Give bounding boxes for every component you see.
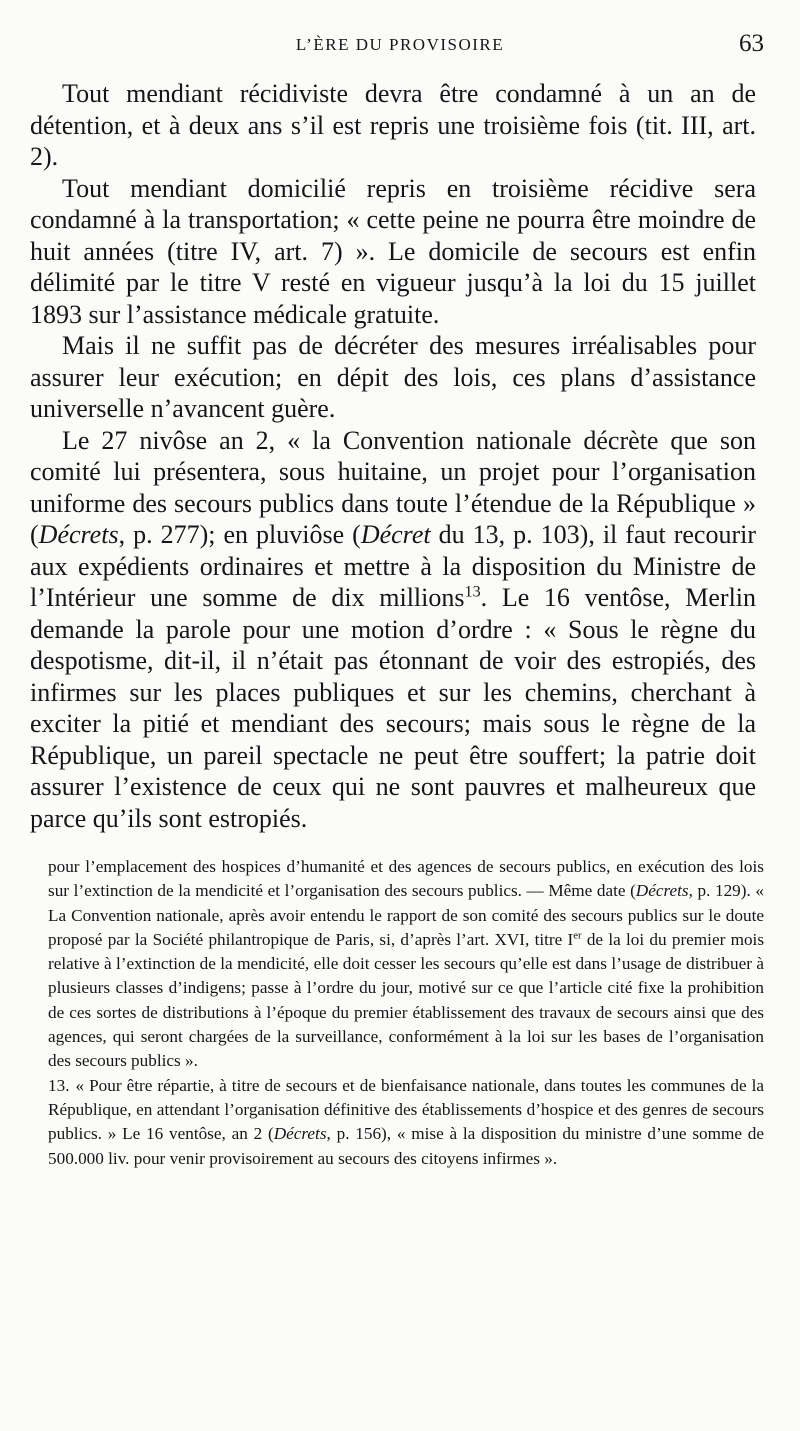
citation-decrets: Décrets: [38, 520, 119, 549]
paragraph-4-text: Le 27 nivôse an 2, « la Convention nationale décrète que son comité lui présentera, sous huitaine, un projet pour l’organisation uniforme des secours publics dans toute l’étendue de la République » (: [30, 425, 756, 549]
paragraph-4: [30, 425, 756, 835]
footnote-continuation: [48, 855, 764, 1074]
page-number: 63: [739, 30, 764, 57]
footnote-text: , p. 156), « mise à la disposition du ministre d’une somme de 500.000 liv. pour venir provisoirement au secours des citoyens infirmes ».: [48, 1124, 764, 1168]
citation-decret: Décret: [360, 520, 431, 549]
footnote-reference-13: 13: [464, 583, 481, 601]
footnote-text: « Pour être répartie, à titre de secours et de bienfaisance nationale, dans toutes les communes de la République, en attendant l’organisation définitive des établissements d’hospice et des genres de secours publics. » Le 16 ventôse, an 2 (: [48, 1075, 764, 1144]
paragraph-4-text: , p. 277); en pluviôse (: [118, 520, 361, 549]
footnote-number: 13.: [48, 1075, 70, 1095]
main-text: [30, 78, 756, 834]
citation-decrets: Décrets: [635, 881, 689, 901]
superscript-er: er: [573, 930, 582, 942]
citation-decrets: Décrets: [273, 1124, 327, 1144]
footnote-text: , p. 129). « La Convention nationale, après avoir entendu le rapport de son comité des secours publics sur le doute proposé par la Société philantropique de Paris, si, d’après l’art. XVI, titre I: [48, 881, 764, 949]
paragraph-4-text: . Le 16 ventôse, Merlin demande la parole pour une motion d’ordre : « Sous le règne du despotisme, dit-il, il n’était pas étonnant de voir des estropiés, des infirmes sur les places publiques et sur les chemins, cherchant à exciter la pitié et mendiant des secours; mais sous le règne de la République, un pareil spectacle ne peut être souffert; la patrie doit assurer l’existence de ceux qui ne sont pauvres et malheureux que parce qu’ils sont estropiés.: [30, 583, 757, 833]
footnotes: [48, 855, 764, 1171]
paragraph-2: Tout mendiant domicilié repris en troisième récidive sera condamné à la transportation; « cette peine ne pourra être moindre de huit années (titre IV, art. 7) ». Le domicile de secours est enfin délimité par le titre V resté en vigueur jusqu’à la loi du 15 juillet 1893 sur l’assistance médicale gratuite.: [30, 173, 756, 329]
paragraph-4-text: du 13, p. 103), il faut recourir aux expédients ordinaires et mettre à la disposition du Ministre de l’Intérieur une somme de dix millions: [30, 520, 756, 612]
paragraph-3: Mais il ne suffit pas de décréter des mesures irréalisables pour assurer leur exécution; en dépit des lois, ces plans d’assistance universelle n’avancent guère.: [30, 331, 756, 423]
footnote-text: pour l’emplacement des hospices d’humanité et des agences de secours publics, en exécution des lois sur l’extinction de la mendicité et l’organisation des secours publics. — Même date (: [48, 857, 764, 901]
running-title: L’ÈRE DU PROVISOIRE: [295, 35, 505, 54]
footnote-text: de la loi du premier mois relative à l’extinction de la mendicité, elle doit cesser les secours qu’elle est dans l’usage de distribuer à plusieurs classes d’indigens; passe à l’ordre du jour, motivé sur ce que l’article cité fixe la prohibition de ces sortes de distributions à l’époque du premier établissement des travaux de secours ainsi que des agences, qui seront chargées de la surveillance, conformément à la loi sur les bases de l’organisation des secours publics ».: [48, 929, 765, 1071]
footnote-13: [48, 1074, 764, 1171]
page-header: [0, 30, 800, 60]
paragraph-1: Tout mendiant récidiviste devra être condamné à un an de détention, et à deux ans s’il est repris une troisième fois (tit. III, art. 2).: [30, 79, 756, 171]
